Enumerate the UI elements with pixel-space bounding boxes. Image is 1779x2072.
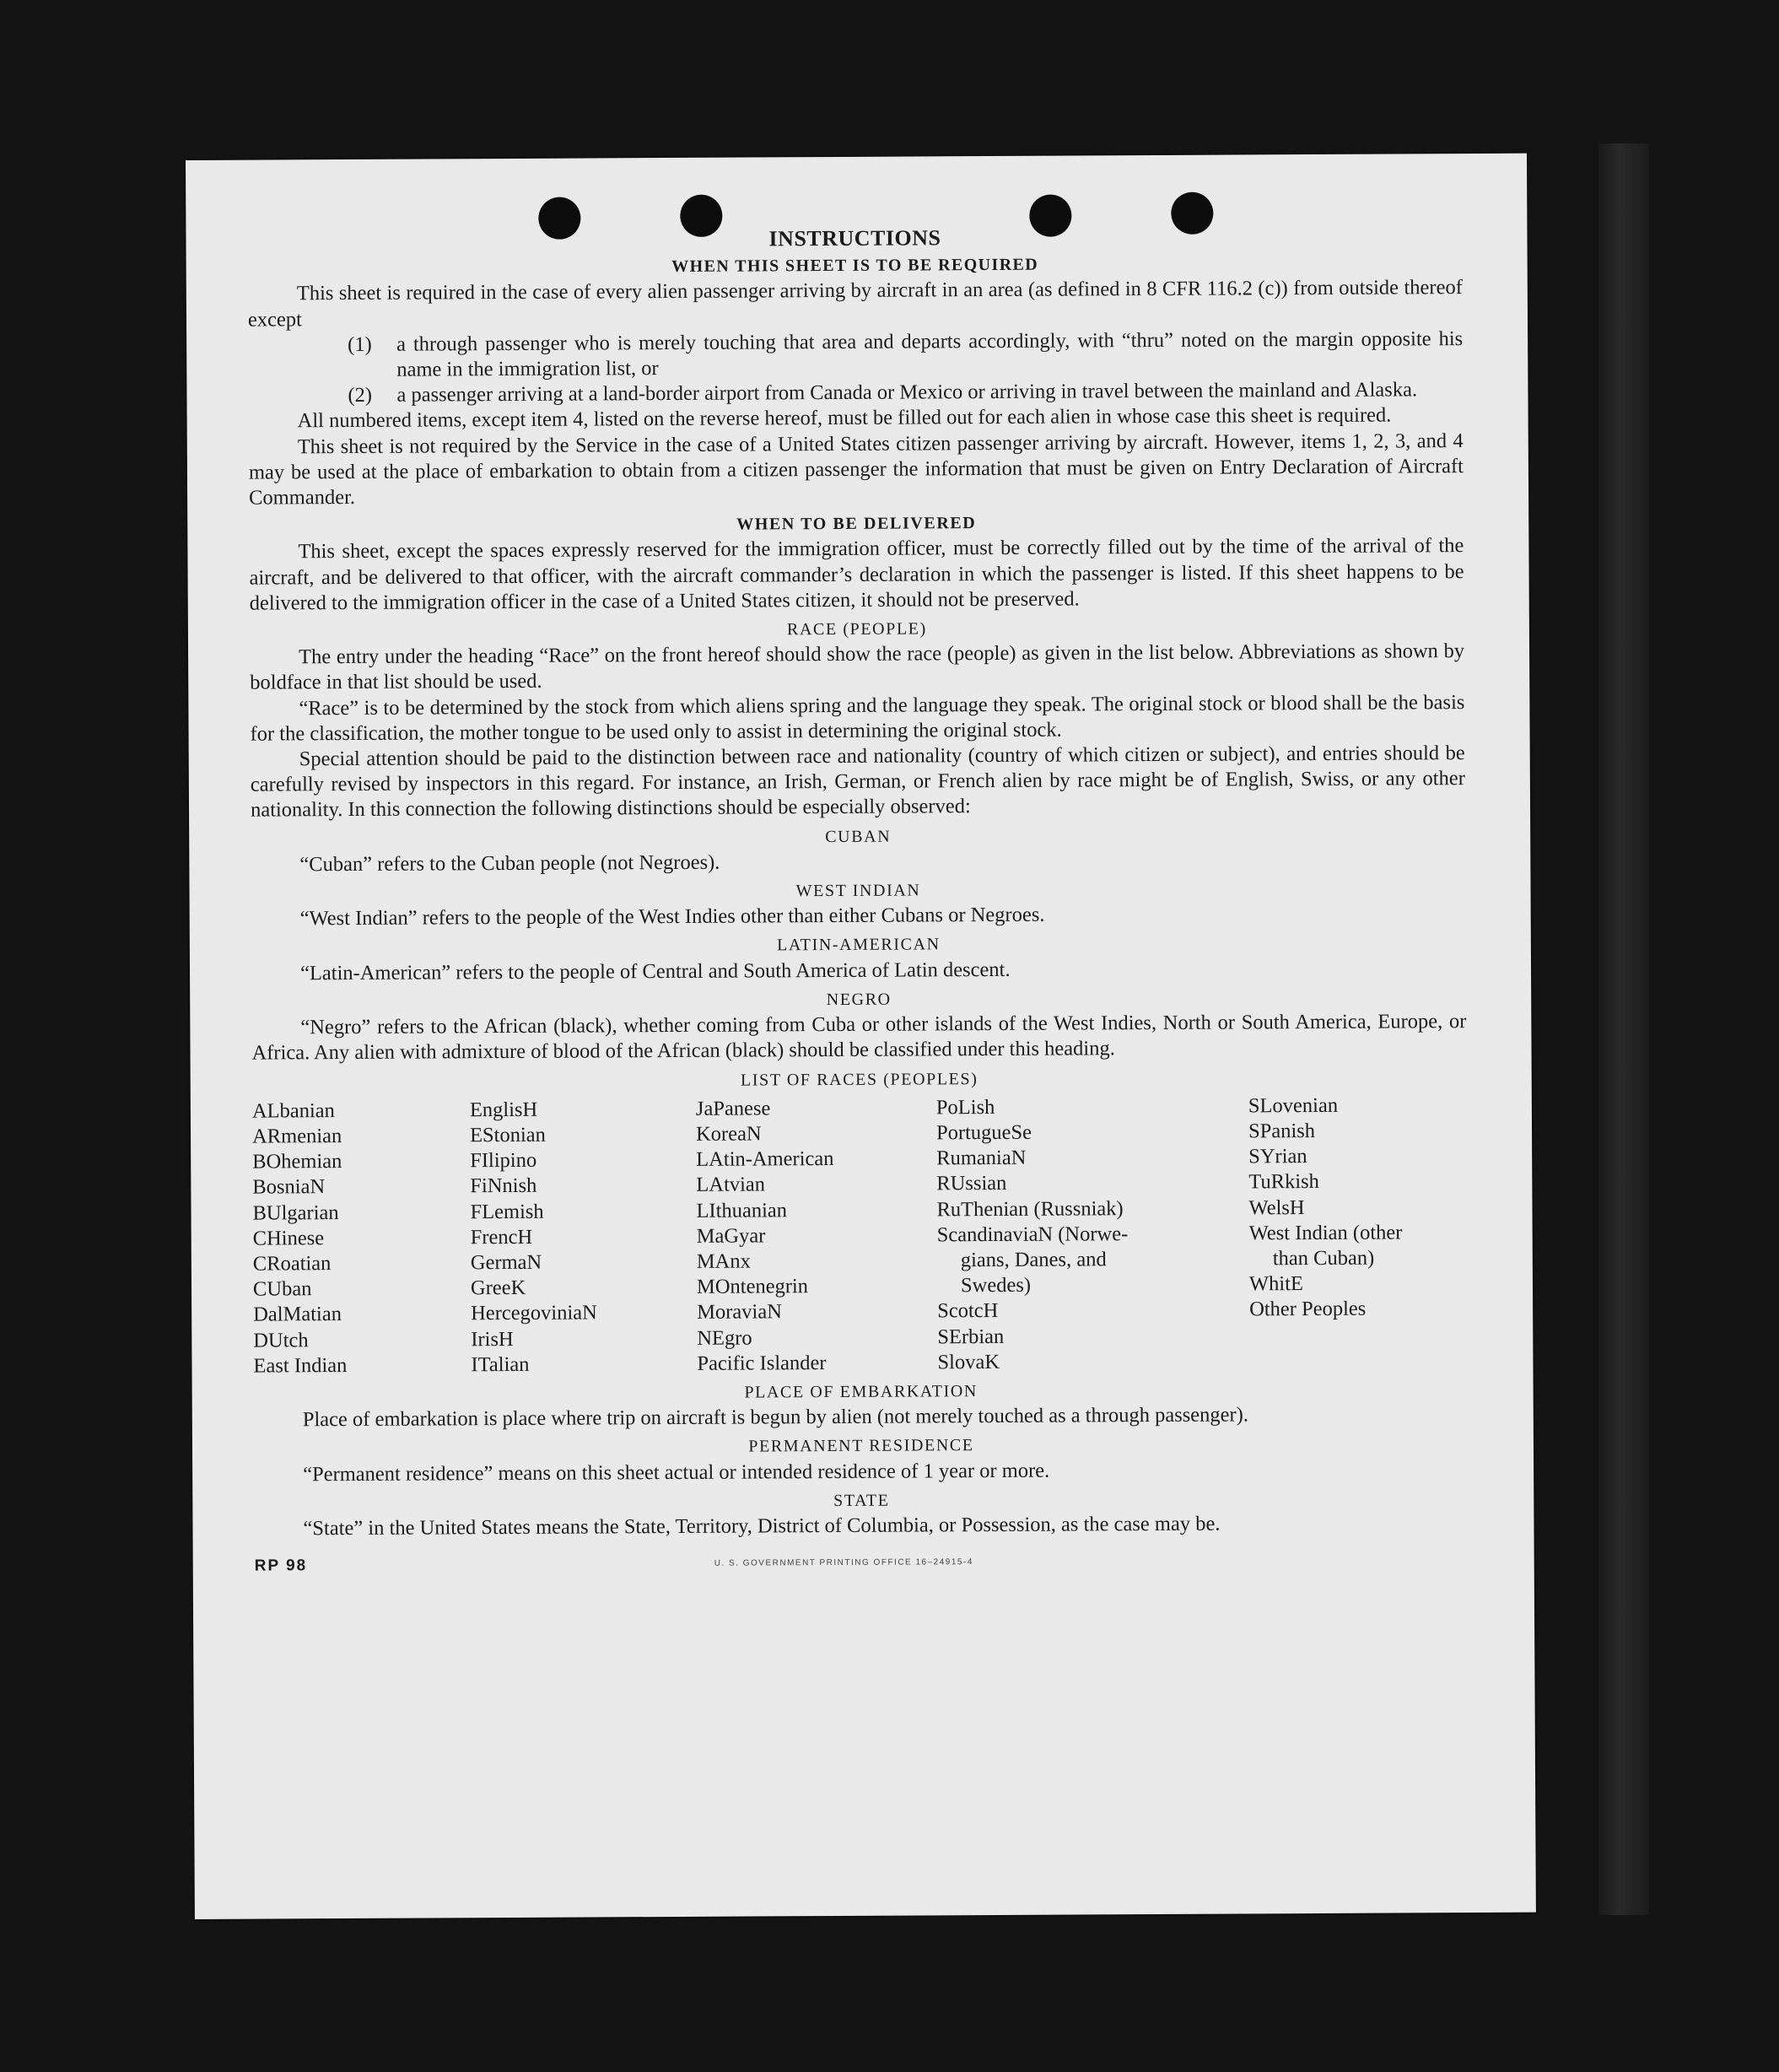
race-entry: FiNnish [470, 1174, 537, 1198]
paragraph: Place of embarkation is place where trip on aircraft is begun by alien (not merely touched as a through passenger). [302, 1403, 1249, 1432]
race-entry: WhitE [1248, 1272, 1304, 1296]
item-number: (1) [348, 332, 372, 356]
race-entry: CHinese [252, 1226, 325, 1250]
paragraph: “Cuban” refers to the Cuban people (not Negroes). [299, 850, 720, 877]
race-entry: GreeK [470, 1276, 526, 1300]
race-entry: FIlipino [470, 1148, 537, 1173]
race-column [1248, 1093, 1469, 1374]
paragraph: All numbered items, except item 4, listed on the reverse hereof, must be filled out for each alien in whose case this sheet is required. [297, 403, 1392, 433]
race-entry: FrencH [470, 1225, 533, 1249]
race-entry: LAtin-American [696, 1147, 834, 1171]
race-entry: Swedes) [960, 1273, 1032, 1298]
section-heading: STATE [833, 1491, 890, 1510]
paragraph: “Latin-American” refers to the people of Central and South America of Latin descent. [299, 958, 1011, 985]
race-entry: PoLish [935, 1095, 995, 1120]
race-entry: DUtch [253, 1328, 309, 1352]
race-column [936, 1093, 1250, 1375]
page-title: INSTRUCTIONS [768, 225, 941, 251]
race-list [252, 1093, 1469, 1379]
section-heading: LATIN-AMERICAN [777, 935, 941, 955]
race-entry: FLemish [470, 1200, 544, 1223]
race-entry: ScandinaviaN (Norwe- [936, 1222, 1129, 1247]
race-column [470, 1097, 698, 1379]
race-entry: SLovenian [1248, 1093, 1339, 1118]
scanner-edge [1598, 143, 1649, 1915]
race-entry: ALbanian [251, 1098, 335, 1123]
race-entry: SPanish [1248, 1119, 1316, 1143]
race-entry: RUssian [936, 1172, 1007, 1195]
sheet-content [247, 223, 1469, 1588]
race-entry: JaPanese [695, 1097, 771, 1120]
race-entry: SlovaK [937, 1350, 1000, 1374]
race-entry: LAtvian [696, 1173, 766, 1197]
paragraph: This sheet is required in the case of every alien passenger arriving by aircraft in an area (as defined in 8 CFR 116.2 (c)) from outside thereof except [247, 276, 1463, 332]
printer-imprint: U. S. GOVERNMENT PRINTING OFFICE 16–24915-4 [714, 1557, 973, 1568]
race-entry: ScotcH [937, 1299, 999, 1323]
race-entry: MoraviaN [697, 1300, 782, 1325]
race-entry: GermaN [470, 1250, 542, 1275]
race-entry: East Indian [253, 1353, 348, 1378]
race-entry: WelsH [1248, 1195, 1305, 1219]
paragraph: This sheet, except the spaces expressly reserved for the immigration officer, must be correctly filled out by the time of the arrival of the aircraft, and be delivered to that officer, with the aircraft commander’s declaration in which the passenger is listed. If this sheet happens to be delivered to the immigration officer in the case of a United States citizen, it should not be preserved. [249, 534, 1464, 615]
race-entry: KoreaN [695, 1122, 762, 1146]
section-heading: CUBAN [825, 827, 892, 846]
form-number: RP 98 [254, 1557, 308, 1575]
footer [255, 1547, 1469, 1588]
race-entry: EStonian [469, 1123, 546, 1147]
race-entry: BosniaN [252, 1175, 326, 1199]
race-entry: West Indian (other [1248, 1221, 1403, 1245]
race-entry: RuThenian (Russniak) [936, 1196, 1124, 1221]
race-entry: SYrian [1248, 1145, 1307, 1168]
section-heading: WHEN TO BE DELIVERED [736, 514, 977, 534]
race-entry: than Cuban) [1272, 1246, 1375, 1271]
race-entry: MaGyar [696, 1224, 766, 1248]
paragraph: Special attention should be paid to the distinction between race and nationality (country of which citizen or subject), and entries should be carefully revised by inspectors in this regard. For instance, an Irish, German, or French alien by race might be of English, Swiss, or any other nationality. In this connection the following distinctions should be especially observed: [250, 742, 1465, 823]
paragraph: “West Indian” refers to the people of the West Indies other than either Cubans or Negroes. [299, 903, 1045, 931]
race-entry: NEgro [697, 1326, 752, 1350]
section-heading: LIST OF RACES (PEOPLES) [740, 1069, 978, 1090]
section-heading: NEGRO [826, 990, 892, 1009]
race-entry: Other Peoples [1249, 1298, 1367, 1321]
paragraph: “State” in the United States means the State, Territory, District of Columbia, or Possession, as the case may be. [303, 1512, 1221, 1541]
list-item [348, 326, 1463, 383]
item-number: (2) [348, 384, 373, 407]
race-entry: Pacific Islander [697, 1351, 827, 1375]
section-heading: WHEN THIS SHEET IS TO BE REQUIRED [671, 255, 1039, 277]
race-entry: RumaniaN [936, 1146, 1027, 1170]
paragraph: “Permanent residence” means on this sheet actual or intended residence of 1 year or more. [303, 1459, 1050, 1486]
race-entry: MAnx [696, 1249, 751, 1273]
race-entry: IrisH [471, 1327, 514, 1351]
race-entry: CUban [252, 1277, 312, 1301]
race-column [252, 1098, 472, 1379]
item-text: a through passenger who is merely touching that area and departs accordingly, with “thru” noted on the margin opposite his name in the immigration list, or [396, 326, 1464, 381]
race-entry: BOhemian [252, 1150, 342, 1174]
section-heading: PLACE OF EMBARKATION [744, 1382, 978, 1402]
race-entry: BUlgarian [252, 1201, 339, 1225]
race-entry: TuRkish [1248, 1170, 1319, 1194]
paragraph: This sheet is not required by the Service in the case of a United States citizen passenger arriving by aircraft. However, items 1, 2, 3, and 4 may be used at the place of embarkation to obtain from a citizen passenger the information that must be given on Entry Declaration of Aircraft Commander. [248, 429, 1464, 510]
paragraph: “Race” is to be determined by the stock from which aliens spring and the language they speak. The original stock or blood shall be the basis for the classification, the mother tongue to be used only to assist in determining the original stock. [250, 690, 1465, 746]
race-column [696, 1095, 938, 1377]
race-entry: gians, Danes, and [960, 1248, 1107, 1272]
race-entry: SErbian [937, 1325, 1005, 1348]
instruction-sheet [186, 154, 1536, 1919]
race-entry: ARmenian [251, 1124, 342, 1148]
paragraph: “Negro” refers to the African (black), whether coming from Cuba or other islands of the West Indies, North or South America, Europe, or Africa. Any alien with admixture of blood of the African (black) should be classified under this heading. [251, 1010, 1467, 1065]
race-entry: CRoatian [252, 1252, 332, 1276]
race-entry: EnglisH [469, 1098, 538, 1121]
section-heading: WEST INDIAN [795, 881, 921, 901]
race-entry: ITalian [471, 1352, 530, 1376]
race-entry: LIthuanian [696, 1198, 788, 1222]
race-entry: DalMatian [253, 1303, 342, 1326]
race-entry: HercegoviniaN [471, 1301, 597, 1325]
race-entry: PortugueSe [935, 1120, 1032, 1145]
section-heading: RACE (PEOPLE) [786, 619, 927, 639]
race-entry: MOntenegrin [696, 1275, 809, 1298]
section-heading: PERMANENT RESIDENCE [748, 1436, 974, 1456]
item-text: a passenger arriving at a land-border airport from Canada or Mexico or arriving in travel between the mainland and Alaska. [396, 378, 1418, 407]
paragraph: The entry under the heading “Race” on the front hereof should show the race (people) as given in the list below. Abbreviations as shown by boldface in that list should be used. [250, 639, 1465, 695]
